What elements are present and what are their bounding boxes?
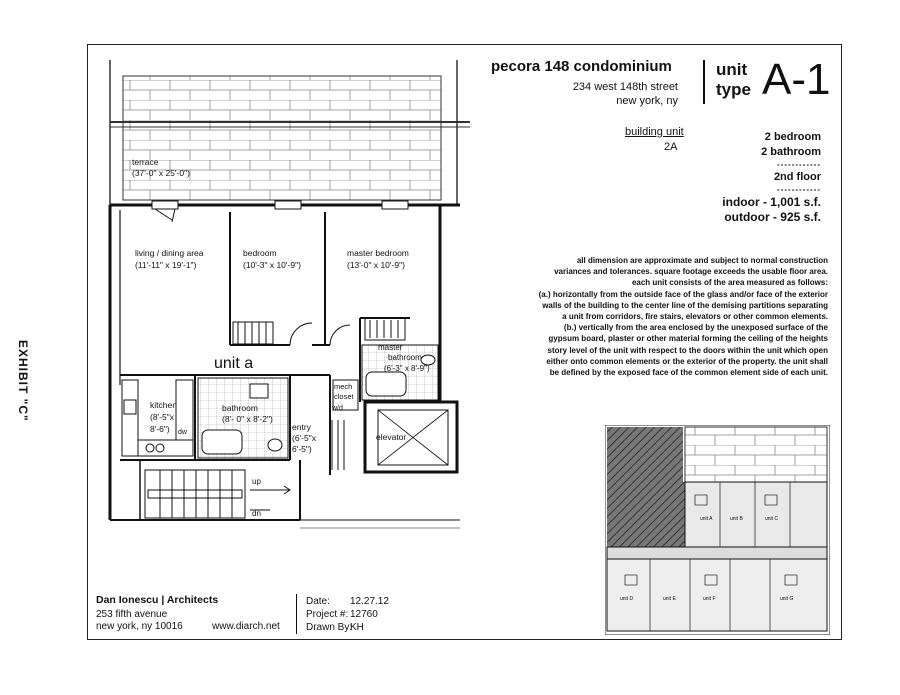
terrace-dimensions: (37'-0" x 25'-0") bbox=[132, 168, 190, 178]
mech-label-1: mech bbox=[334, 382, 353, 391]
keyplan-unit-label: unit G bbox=[780, 596, 794, 602]
closets bbox=[233, 318, 405, 345]
kitchen-dimensions-1: (8'-5"x bbox=[150, 412, 175, 422]
note-line: story level of the unit with respect to the doors within the unit which open bbox=[547, 345, 828, 355]
firm-name-text: Dan Ionescu bbox=[96, 594, 159, 606]
unit-title: unit a bbox=[214, 355, 254, 372]
exhibit-label: EXHIBIT "C" bbox=[16, 340, 30, 422]
key-plan bbox=[605, 425, 830, 635]
note-line: walls of the building to the center line of the demising partitions separating bbox=[542, 300, 828, 310]
unit-type-label bbox=[716, 60, 751, 100]
bathtub bbox=[202, 430, 242, 454]
elevator-label: elevator bbox=[376, 432, 407, 442]
date-label: Date: bbox=[306, 596, 330, 607]
terrace-label: terrace bbox=[132, 157, 159, 167]
kitchen-label: kitchen bbox=[150, 400, 177, 410]
spec-bathrooms: 2 bathroom bbox=[761, 146, 821, 158]
keyplan-upper-units bbox=[685, 482, 827, 547]
drawn-by-label: Drawn By: bbox=[306, 622, 353, 633]
master-bath-dimensions: (6'-3" x 8'-9") bbox=[384, 364, 430, 373]
keyplan-unit-label: unit B bbox=[730, 516, 743, 522]
address-line-1: 234 west 148th street bbox=[572, 81, 678, 93]
toilet bbox=[268, 439, 282, 451]
living-label: living / dining area bbox=[135, 248, 204, 258]
bedroom-dimensions: (10'-3" x 10'-9") bbox=[243, 260, 301, 270]
living-dimensions: (11'-11" x 19'-1") bbox=[135, 260, 197, 270]
spec-divider-2: ------------ bbox=[777, 185, 821, 194]
building-unit-label: building unit bbox=[625, 126, 684, 138]
firm-website: www.diarch.net bbox=[212, 621, 280, 632]
note-line: each unit consists of the area measured as follows: bbox=[631, 278, 828, 288]
note-line: all dimension are approximate and subject to normal construction bbox=[576, 256, 828, 265]
dw-label: dw bbox=[178, 429, 187, 436]
keyplan-unit-label: unit D bbox=[620, 596, 634, 602]
note-line: (b.) vertically from the area enclosed by the unexposed surface of the bbox=[563, 323, 828, 333]
spec-floor: 2nd floor bbox=[773, 171, 821, 183]
unit-type-code: A-1 bbox=[762, 55, 831, 104]
measurement-notes bbox=[530, 255, 828, 378]
master-bedroom-dimensions: (13'-0" x 10'-9") bbox=[347, 260, 405, 270]
note-line: (a.) horizontally from the outside face of the glass and/or face of the exterior bbox=[538, 289, 828, 299]
keyplan-lower-units bbox=[607, 559, 827, 631]
note-line: variances and tolerances. square footage exceeds the usable floor area. bbox=[554, 267, 828, 277]
unit-word: unit bbox=[716, 60, 748, 79]
master-bedroom-label: master bedroom bbox=[347, 248, 409, 258]
keyplan-highlighted-unit bbox=[607, 482, 685, 547]
building-unit-value: 2A bbox=[664, 141, 678, 153]
firm-suffix-text: Architects bbox=[166, 594, 219, 606]
firm-city: new york, ny 10016 bbox=[96, 621, 183, 632]
keyplan-terrace bbox=[685, 427, 827, 482]
entry-label: entry bbox=[292, 422, 311, 432]
kitchen-dimensions-2: 8'-6") bbox=[150, 424, 170, 434]
master-bath-label-2: bathroom bbox=[388, 353, 422, 362]
keyplan-unit-label: unit C bbox=[765, 516, 779, 522]
firm-street: 253 fifth avenue bbox=[96, 609, 168, 620]
keyplan-corridor bbox=[607, 547, 827, 559]
wd-label: w/d bbox=[332, 405, 343, 412]
stair-down-label: dn bbox=[252, 509, 261, 518]
keyplan-unit-label: unit F bbox=[703, 596, 716, 602]
bathroom-dimensions: (8'- 0" x 8'-2") bbox=[222, 414, 273, 424]
type-word: type bbox=[716, 80, 751, 99]
spec-outdoor: outdoor - 925 s.f. bbox=[724, 210, 821, 224]
address-line-2: new york, ny bbox=[616, 95, 678, 107]
keyplan-unit-label: unit E bbox=[663, 596, 676, 602]
spec-indoor: indoor - 1,001 s.f. bbox=[722, 195, 821, 209]
master-bathtub bbox=[366, 372, 406, 396]
entry-dimensions-2: 6'-5") bbox=[292, 444, 312, 454]
bedroom-label: bedroom bbox=[243, 248, 277, 258]
keyplan-hatched-terrace bbox=[607, 427, 683, 482]
keyplan-unit-label: unit A bbox=[700, 516, 713, 522]
bathroom-sink bbox=[250, 384, 268, 398]
note-line: be defined by the exposed face of the common element side of each unit. bbox=[549, 368, 828, 378]
header-divider bbox=[703, 60, 705, 104]
project-address bbox=[573, 80, 678, 108]
master-bath-label-1: master bbox=[378, 343, 403, 352]
note-line: gypsum board, plaster or other material forming the ceiling of the heights bbox=[548, 334, 828, 344]
unit-specs bbox=[722, 130, 821, 225]
terrace-area bbox=[123, 76, 441, 200]
date-value: 12.27.12 bbox=[350, 596, 389, 607]
project-name: pecora 148 condominium bbox=[491, 58, 672, 75]
footer-divider bbox=[296, 594, 297, 634]
spec-divider-1: ------------ bbox=[777, 160, 821, 169]
note-line: either onto common elements or the exterior of the property. the unit shall bbox=[546, 356, 828, 366]
drawn-by-value: KH bbox=[350, 622, 364, 633]
stair-up-label: up bbox=[252, 477, 261, 486]
note-line: a unit from corridors, fire stairs, elevators or other common elements. bbox=[562, 312, 828, 322]
entry-dimensions-1: (6'-5"x bbox=[292, 433, 317, 443]
project-number-label: Project #: bbox=[306, 609, 349, 620]
project-number-value: 12760 bbox=[350, 609, 378, 620]
firm-name: Dan Ionescu | Architects bbox=[96, 594, 219, 606]
bathroom-label: bathroom bbox=[222, 403, 258, 413]
mech-label-2: closet bbox=[334, 392, 354, 401]
spec-bedrooms: 2 bedroom bbox=[764, 131, 821, 143]
